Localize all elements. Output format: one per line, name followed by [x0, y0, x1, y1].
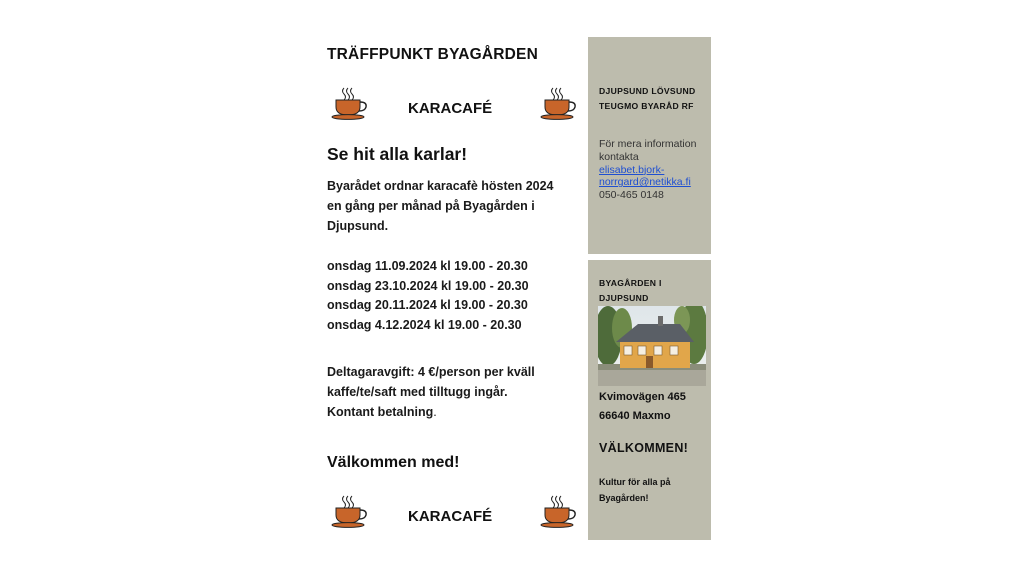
date-item: onsdag 4.12.2024 kl 19.00 - 20.30: [327, 318, 522, 333]
venue-photo: [598, 306, 706, 386]
email-line[interactable]: norrgard@netikka.fi: [599, 176, 691, 189]
culture-line: Byagården!: [599, 493, 649, 503]
fee-line: kaffe/te/saft med tilltugg ingår.: [327, 385, 508, 399]
address-line: 66640 Maxmo: [599, 410, 671, 422]
intro-line: Byarådet ordnar karacafè hösten 2024: [327, 179, 554, 193]
culture-line: Kultur för alla på: [599, 477, 671, 487]
fee-paragraph: [327, 362, 597, 422]
date-item: onsdag 20.11.2024 kl 19.00 - 20.30: [327, 298, 528, 313]
email-line[interactable]: elisabet.bjork-: [599, 163, 665, 176]
address-line: Kvimovägen 465: [599, 391, 686, 403]
venue-line: DJUPSUND: [599, 293, 649, 303]
intro-line: en gång per månad på Byagården i: [327, 199, 535, 213]
fee-line: [327, 402, 597, 422]
page-title: TRÄFFPUNKT BYAGÅRDEN: [327, 46, 538, 63]
coffee-cup-icon: [330, 494, 368, 528]
phone-number: 050-465 0148: [599, 189, 664, 202]
date-list: [327, 257, 529, 336]
venue-address: [599, 388, 686, 426]
coffee-cup-icon: [330, 86, 368, 120]
info-line: kontakta: [599, 150, 639, 163]
date-item: onsdag 23.10.2024 kl 19.00 - 20.30: [327, 278, 529, 293]
coffee-cup-icon: [539, 86, 577, 120]
coffee-cup-icon: [539, 494, 577, 528]
contact-info: [599, 138, 709, 202]
karacafe-banner-top: KARACAFÉ: [408, 100, 493, 117]
org-line: TEUGMO BYARÅD RF: [599, 101, 694, 111]
fee-period: .: [433, 405, 437, 419]
heading: Se hit alla karlar!: [327, 144, 468, 164]
org-line: DJUPSUND LÖVSUND: [599, 86, 696, 96]
closing-text: Välkommen med!: [327, 454, 460, 471]
welcome-text: VÄLKOMMEN!: [599, 441, 689, 455]
info-line: För mera information: [599, 138, 697, 150]
culture-text: [599, 474, 709, 506]
venue-name: [599, 276, 662, 306]
fee-line: Deltagaravgift: 4 €/person per kväll: [327, 365, 535, 379]
date-item: onsdag 11.09.2024 kl 19.00 - 20.30: [327, 259, 528, 273]
email-link[interactable]: [599, 164, 709, 190]
fee-text: Kontant betalning: [327, 405, 434, 419]
organization-name: [599, 84, 695, 114]
venue-line: BYAGÅRDEN I: [599, 278, 662, 288]
intro-line: Djupsund.: [327, 219, 389, 233]
karacafe-banner-bottom: KARACAFÉ: [408, 508, 493, 525]
intro-paragraph: [327, 176, 597, 236]
